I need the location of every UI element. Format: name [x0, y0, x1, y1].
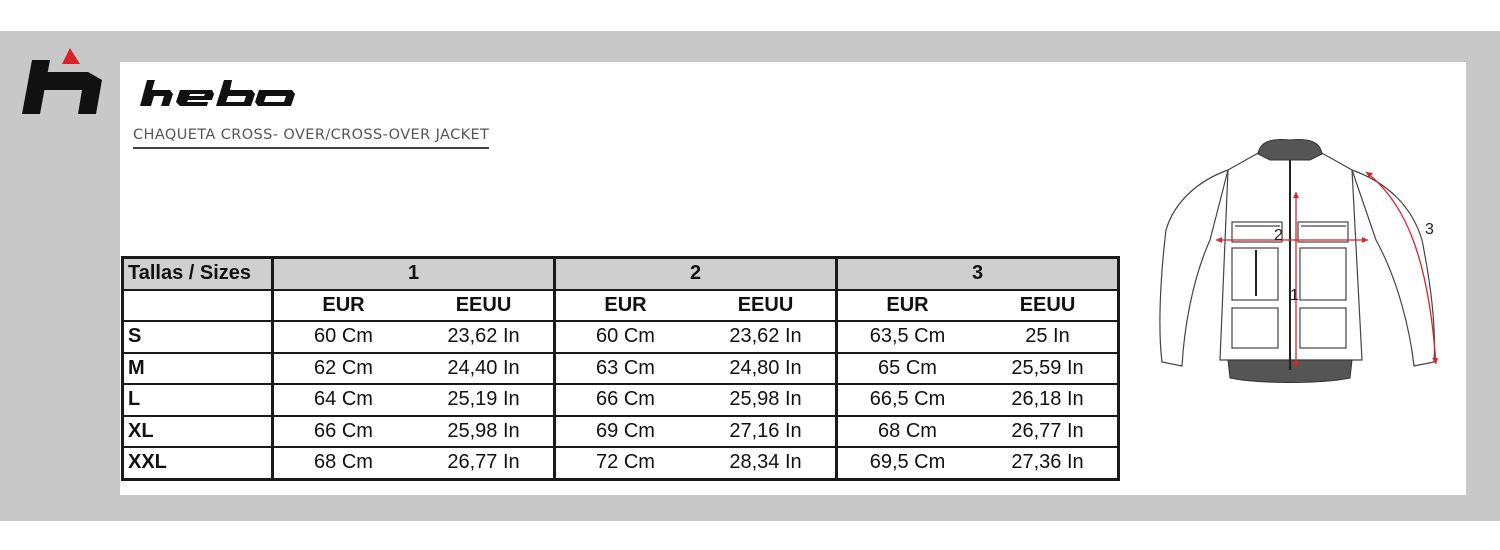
table-cell: 25,19 In: [414, 384, 555, 416]
hebo-logo-mark-icon: [18, 46, 104, 116]
size-chart-table: [121, 256, 1120, 481]
table-cell: 27,36 In: [1011, 451, 1084, 474]
table-cell: 68 Cm: [314, 451, 373, 474]
table-cell: 62 Cm: [314, 356, 373, 379]
table-cell: 25 In: [1025, 325, 1070, 348]
table-cell: 66 Cm: [596, 388, 655, 411]
table-cell: 26,77 In: [1011, 419, 1084, 442]
table-cell: 26,18 In: [1011, 388, 1084, 411]
table-row: [123, 384, 1119, 416]
size-label: M: [123, 353, 273, 385]
table-row: [123, 321, 1119, 353]
table-cell: 72 Cm: [596, 451, 655, 474]
group-header-3: 3: [837, 258, 1119, 290]
group-header-2: 2: [555, 258, 837, 290]
table-cell: 69,5 Cm: [869, 451, 946, 474]
unit-corner: [123, 290, 273, 322]
unit-header: EUR: [837, 290, 978, 322]
table-cell: 23,62 In: [696, 321, 837, 353]
table-cell: 63,5 Cm: [869, 325, 946, 348]
table-cell: 25,98 In: [414, 416, 555, 448]
table-cell: 24,80 In: [696, 353, 837, 385]
table-cell: 68 Cm: [878, 419, 937, 442]
jacket-diagram: [1140, 130, 1480, 390]
table-cell: 24,40 In: [414, 353, 555, 385]
measure-label-3: 3: [1425, 221, 1434, 238]
unit-header: EEUU: [978, 290, 1119, 322]
measure-label-1: 1: [1290, 287, 1299, 304]
size-label: XXL: [123, 447, 273, 479]
table-cell: 64 Cm: [314, 388, 373, 411]
hebo-wordmark-logo: [136, 78, 298, 108]
size-label: S: [123, 321, 273, 353]
size-label: L: [123, 384, 273, 416]
unit-header: EUR: [273, 290, 414, 322]
table-cell: 66 Cm: [314, 419, 373, 442]
table-cell: 26,77 In: [414, 447, 555, 479]
size-label: XL: [123, 416, 273, 448]
table-cell: 66,5 Cm: [869, 388, 946, 411]
group-header-1: 1: [273, 258, 555, 290]
measure-label-2: 2: [1274, 227, 1283, 244]
table-cell: 25,98 In: [696, 384, 837, 416]
table-cell: 65 Cm: [878, 356, 937, 379]
product-subtitle: CHAQUETA CROSS- OVER/CROSS-OVER JACKET: [133, 127, 489, 149]
table-row: [123, 416, 1119, 448]
table-cell: 28,34 In: [696, 447, 837, 479]
unit-header: EEUU: [414, 290, 555, 322]
table-cell: 69 Cm: [596, 419, 655, 442]
table-cell: 25,59 In: [1011, 356, 1084, 379]
table-cell: 60 Cm: [314, 325, 373, 348]
table-unit-row: [123, 290, 1119, 322]
table-cell: 23,62 In: [414, 321, 555, 353]
table-cell: 60 Cm: [596, 325, 655, 348]
unit-header: EEUU: [696, 290, 837, 322]
corner-label: Tallas / Sizes: [123, 258, 273, 290]
table-row: [123, 353, 1119, 385]
table-row: [123, 447, 1119, 479]
table-cell: 63 Cm: [596, 356, 655, 379]
unit-header: EUR: [555, 290, 696, 322]
table-cell: 27,16 In: [696, 416, 837, 448]
table-header-row: [123, 258, 1119, 290]
